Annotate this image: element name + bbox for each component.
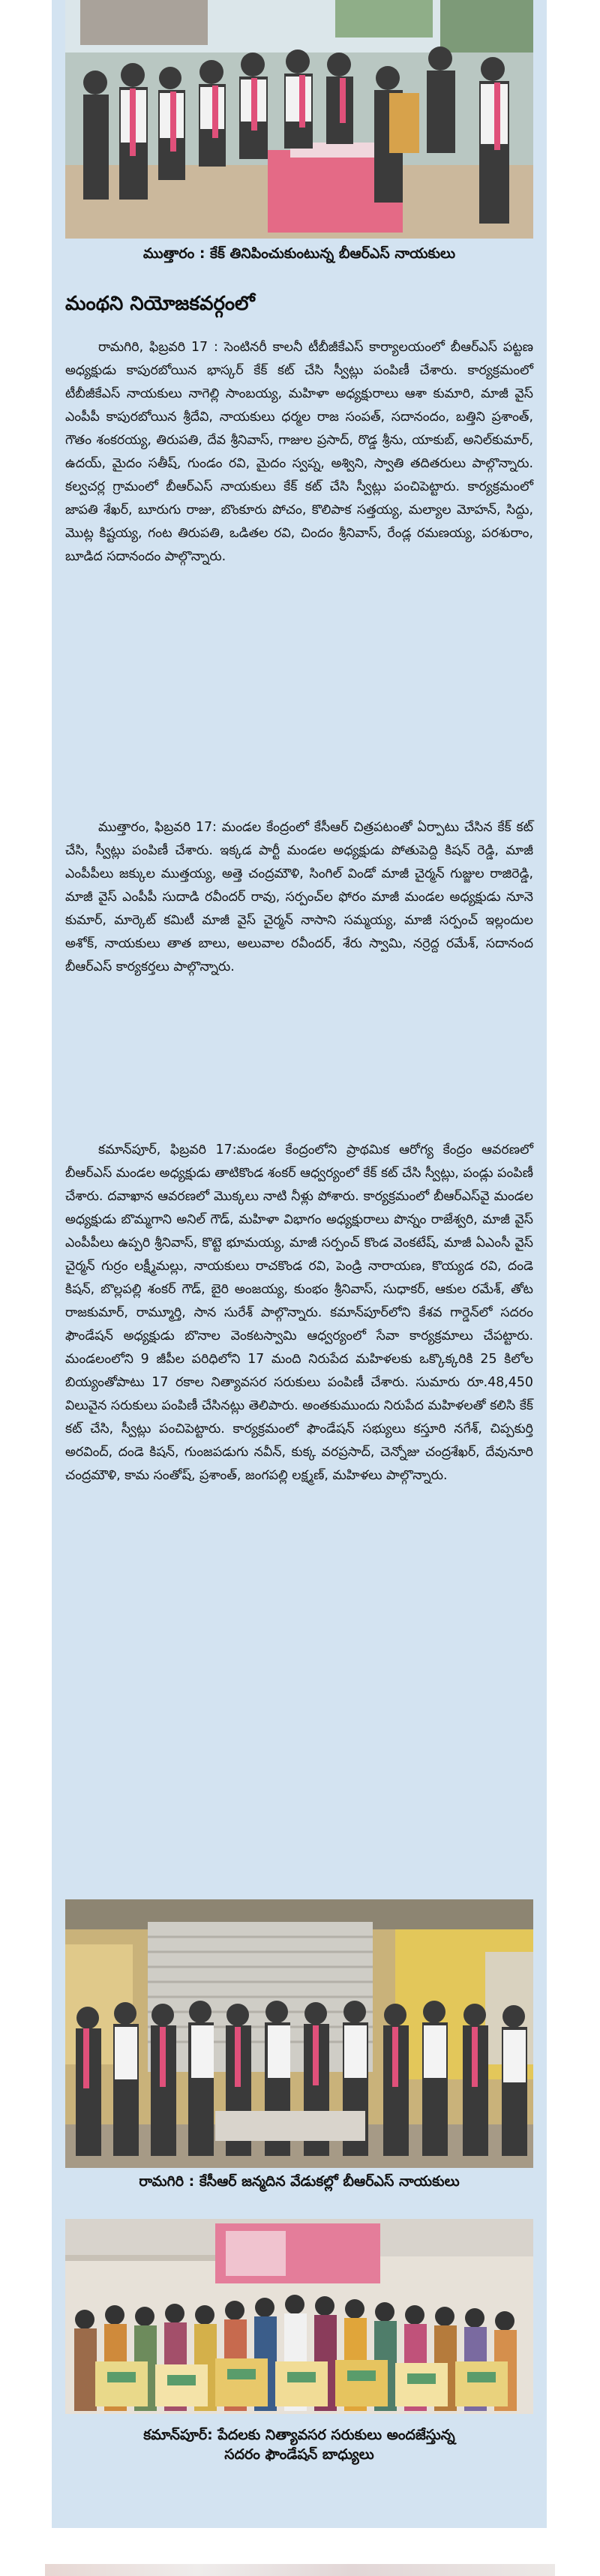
headline: మంథని నియోజకవర్గంలో bbox=[65, 293, 255, 315]
photo-caption-kamanpur-line2: సదరం ఫౌండేషన్ బాధ్యులు bbox=[224, 2445, 374, 2463]
photo-ramagiri-illustration bbox=[65, 1899, 533, 2168]
photo-muttaram-illustration bbox=[65, 0, 533, 239]
news-clipping bbox=[52, 0, 547, 2528]
photo-caption-kamanpur-line1: కమాన్‌పూర్: పేదలకు నిత్యావసర సరుకులు అందజేస్తున్న bbox=[143, 2427, 455, 2443]
paragraph-muttaram: ముత్తారం, ఫిబ్రవరి 17: మండల కేంద్రంలో కేసీఆర్ చిత్రపటంతో ఏర్పాటు చేసిన కేక్ కట్ చేసి, స్వీట్లు పంపిణీ చేశారు. ఇక్కడ పార్టీ మండల అధ్యక్షుడు పోతుపెద్ది కిషన్ రెడ్డి, మాజీ ఎంపీపీలు జక్కుల ముత్తయ్య, అత్తె చంద్రమౌళి, సింగిల్ విండో మాజీ చైర్మన్ గుజ్జుల రాజిరెడ్డి, మాజీ వైస్ ఎంపీపీ సుదాడి రవీందర్ రావు, సర్పంచ్‌ల ఫోరం మాజీ మండల అధ్యక్షుడు నూనె కుమార్, మార్కెట్ కమిటీ మాజీ వైస్ చైర్మన్ నాసాని సమ్మయ్య, మాజీ సర్పంచ్ ఇల్లందుల అశోక్, నాయకులు తాత బాలు, అలువాల రవీందర్, శేరు స్వామి, నర్రెద్ద రమేశ్, సదానంద బీఆర్ఎస్ కార్యకర్తలు పాల్గొన్నారు. bbox=[65, 820, 533, 974]
photo-caption-ramagiri: రామగిరి : కేసీఆర్ జన్మదిన వేడుకల్లో బీఆర్ఎస్ నాయకులు bbox=[139, 2173, 460, 2190]
photo-kamanpur bbox=[65, 2219, 533, 2414]
next-clipping-edge bbox=[45, 2564, 555, 2576]
photo-muttaram bbox=[65, 0, 533, 239]
paragraph-ramagiri: రామగిరి, ఫిబ్రవరి 17 : సెంటినరీ కాలనీ టీబీజీకేఎస్ కార్యాలయంలో బీఆర్ఎస్ పట్టణ అధ్యక్షుడు కాపురబోయిన భాస్కర్ కేక్ కట్ చేసి స్వీట్లు పంపిణీ చేశారు. కార్యక్రమంలో టీబీజీకేఎస్ నాయకులు నాగెల్లి సాంబయ్య, మహిళా అధ్యక్షురాలు ఆశా కుమారి, మాజీ వైస్ ఎంపీపీ కాపురబోయిన శ్రీదేవి, నాయకులు ధర్మల రాజ సంపత్, సదానందం, బత్తిని ప్రశాంత్, గౌతం శంకరయ్య, తిరుపతి, దేవ శ్రీనివాస్, గాజుల ప్రసాద్, రొడ్డ శ్రీను, యాకుబ్, అనిల్‌కుమార్, ఉదయ్, మైదం సతీష్, గుండం రవి, మైదం స్వప్న, అశ్విని, స్వాతి తదితరులు పాల్గొన్నారు. కల్వచర్ల గ్రామంలో బీఆర్ఎస్ నాయకులు కేక్ కట్ చేసి స్వీట్లు పంచిపెట్టారు. కార్యక్రమంలో జాపతి శేఖర్, బూరుగు రాజు, బొంకూరు పోచం, కొలిపాక సత్తయ్య, మల్యాల మోహన్, సిద్దు, మొట్ల కిష్టయ్య, గంట తిరుపతి, ఒడితల రవి, చిందం శ్రీనివాస్, రేండ్ల రమణయ్య, పరశురాం, బూడిద సదానందం పాల్గొన్నారు. bbox=[65, 340, 533, 564]
photo-caption-kamanpur bbox=[65, 2426, 533, 2464]
photo-caption-muttaram: ముత్తారం : కేక్ తినిపించుకుంటున్న బీఆర్ఎస్ నాయకులు bbox=[142, 245, 456, 262]
photo-kamanpur-illustration bbox=[65, 2219, 533, 2414]
paragraph-kamanpur: కమాన్‌పూర్, ఫిబ్రవరి 17:మండల కేంద్రంలోని ప్రాథమిక ఆరోగ్య కేంద్రం ఆవరణలో బీఆర్ఎస్ మండల అధ్యక్షుడు తాటికొండ శంకర్ ఆధ్వర్యంలో కేక్ కట్ చేసి స్వీట్లు, పండ్లు పంపిణీ చేశారు. దవాఖాన ఆవరణలో మొక్కలు నాటి నీళ్లు పోశారు. కార్యక్రమంలో బీఆర్ఎస్‌వై మండల అధ్యక్షుడు బొమ్మగాని అనిల్ గౌడ్, మహిళా విభాగం అధ్యక్షురాలు పొన్నం రాజేశ్వరి, మాజీ వైస్ ఎంపీపీలు ఉప్పరి శ్రీనివాస్, కొట్టె భూమయ్య, మాజీ సర్పంచ్ కొండ వెంకటేష్, మాజీ ఏఎంసీ వైస్ చైర్మన్ గుర్రం లక్ష్మీమల్లు, నాయకులు రాచకొండ రవి, పెండ్రి నారాయణ, కొయ్యడ రవి, దండె కిషన్, బొల్లపల్లి శంకర్ గౌడ్, బైరి అంజయ్య, కుంభం శ్రీనివాస్, సుధాకర్, ఆకుల రమేశ్, తోట రాజకుమార్, రామ్మూర్తి, సాన సురేశ్ పాల్గొన్నారు. కమాన్‌పూర్‌లోని కేశవ గార్డెన్‌లో సదరం ఫౌండేషన్ అధ్యక్షుడు బొనాల వెంకటస్వామి ఆధ్వర్యంలో సేవా కార్యక్రమాలు చేపట్టారు. మండలంలోని 9 జీపీల పరిధిలోని 17 మంది నిరుపేద మహిళలకు ఒక్కొక్కరికి 25 కిలోల బియ్యంతోపాటు 17 రకాల నిత్యావసర సరుకులు పంపిణీ చేశారు. సుమారు రూ.48,450 విలువైన సరుకులు పంపిణీ చేసినట్లు తెలిపారు. అంతకుముందు నిరుపేద మహిళలతో కలిసి కేక్ కట్ చేసి, స్వీట్లు పంచిపెట్టారు. కార్యక్రమంలో ఫౌండేషన్ సభ్యులు కస్తూరి నగేశ్, చిప్పకుర్తి అరవింద్, దండె కిషన్, గుంజపడుగు నవీన్, కుక్క వరప్రసాద్, చెన్నోజు చంద్రశేఖర్, దేవునూరి చంద్రమౌళి, కామ సంతోష్, ప్రశాంత్, జంగపల్లి లక్ష్మణ్, మహిళలు పాల్గొన్నారు. bbox=[65, 1142, 533, 1483]
photo-ramagiri bbox=[65, 1899, 533, 2168]
